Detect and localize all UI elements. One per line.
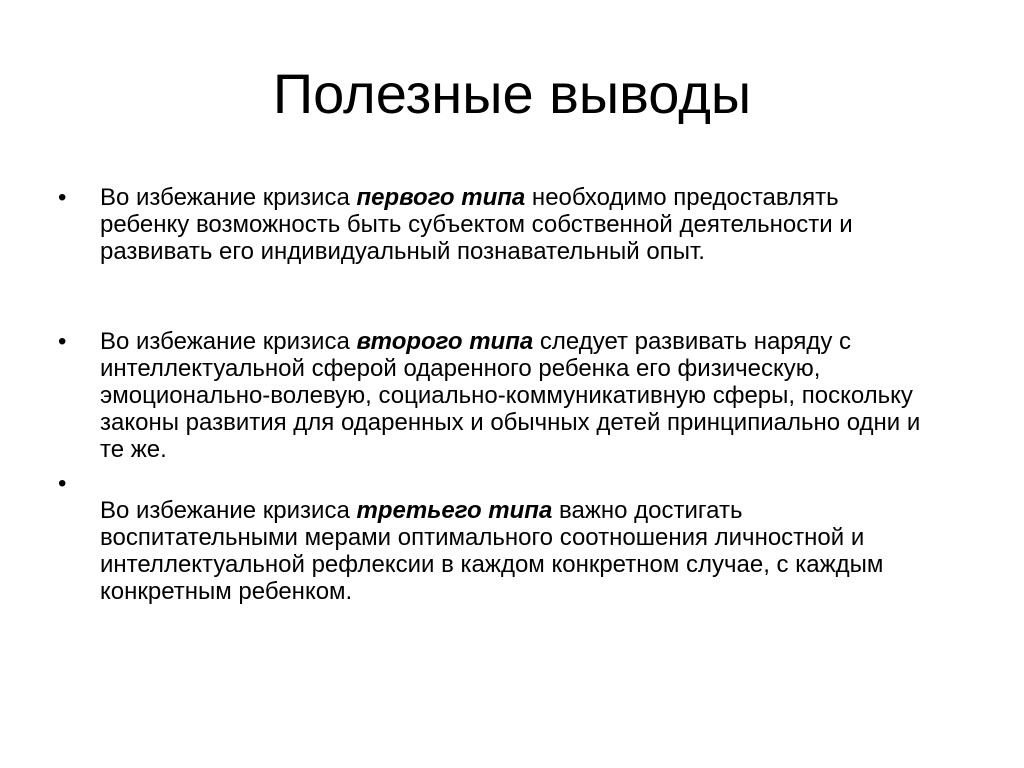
bullet-text-prefix: Во избежание кризиса — [100, 497, 357, 524]
bullet-marker: • — [58, 328, 67, 355]
slide-title: Полезные выводы — [272, 62, 752, 125]
bullet-emphasis: третьего типа — [356, 497, 553, 524]
bullet-emphasis: второго типа — [356, 328, 534, 355]
bullet-text-prefix: Во избежание кризиса — [100, 184, 357, 211]
bullet-emphasis: первого типа — [356, 184, 526, 211]
bullet-marker: • — [58, 184, 67, 211]
bullet-text-suffix: следует развивать наряду с интеллектуальной сферой одаренного ребенка его физическую, эмоционально-волевую, социально-коммуникативную сферы, поскольку законы развития для одаренных и обычных детей принципиально одни и те же. — [100, 328, 921, 463]
bullet-item-second-type — [58, 328, 930, 463]
bullet-text-prefix: Во избежание кризиса — [100, 328, 357, 355]
bullet-text-suffix: необходимо предоставлять ребенку возможность быть субъектом собственной деятельности и развивать его индивидуальный познавательный опыт. — [100, 184, 853, 265]
bullet-marker: • — [58, 470, 67, 497]
bullet-text-suffix: важно достигать воспитательными мерами оптимального соотношения личностной и интеллектуальной рефлексии в каждом конкретном случае, с каждым конкретным ребенком. — [100, 497, 884, 605]
bullet-item-third-type — [100, 497, 930, 605]
bullet-item-first-type — [58, 184, 930, 265]
